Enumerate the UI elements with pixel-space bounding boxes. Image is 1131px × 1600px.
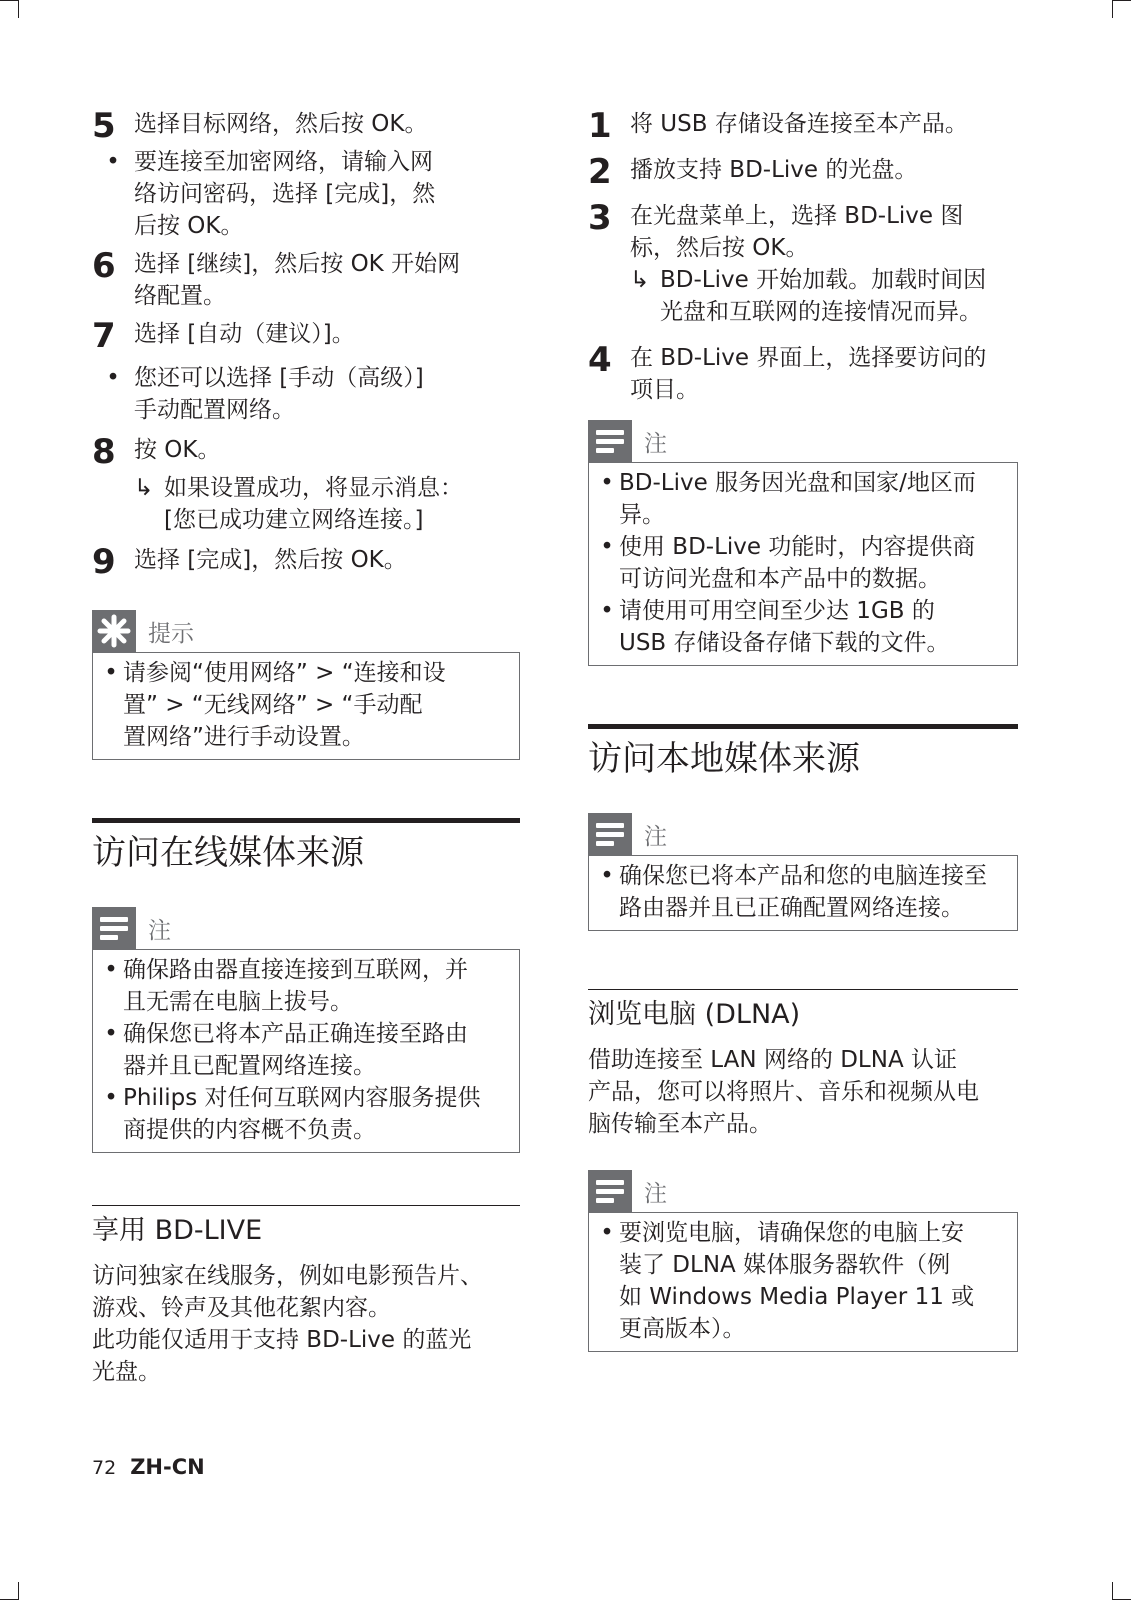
dlna-paragraph (588, 1044, 1018, 1140)
step-text: 络配置。 (134, 283, 226, 309)
note-line: 异。 (619, 502, 665, 528)
bullet-line: 您还可以选择 [手动（高级）] (134, 365, 424, 391)
bullet-dot: • (106, 149, 120, 175)
para-line: 游戏、铃声及其他花絮内容。 (92, 1295, 391, 1321)
note-item: • 确保路由器直接连接到互联网，并 且无需在电脑上拔号。 (99, 954, 513, 1018)
step-number: 6 (92, 246, 116, 286)
note-item: • Philips 对任何互联网内容服务提供 商提供的内容概不负责。 (99, 1082, 513, 1146)
bullet-line: 络访问密码，选择 [完成]，然 (134, 181, 436, 207)
step-3 (588, 200, 1018, 264)
step-text: 在光盘菜单上，选择 BD-Live 图 (630, 203, 964, 229)
tip-block (92, 610, 520, 760)
tip-line: 请参阅“使用网络” > “连接和设 (123, 660, 446, 686)
note-line: 装了 DLNA 媒体服务器软件（例 (619, 1252, 951, 1278)
step-number: 7 (92, 316, 116, 356)
note-item: • BD-Live 服务因光盘和国家/地区而 异。 (595, 467, 1011, 531)
note-box (588, 1212, 1018, 1352)
section-rule (588, 724, 1018, 729)
note-box (588, 855, 1018, 931)
bullet-line: 手动配置网络。 (134, 397, 295, 423)
tip-line: 置” > “无线网络” > “手动配 (123, 692, 423, 718)
step-7-bullet (92, 362, 520, 426)
step-text: 将 USB 存储设备连接至本产品。 (630, 111, 968, 137)
note-line: 确保您已将本产品正确连接至路由 (123, 1021, 468, 1047)
note-item: • 要浏览电脑，请确保您的电脑上安 装了 DLNA 媒体服务器软件（例 如 Windows Media Player 11 或 更高版本）。 (595, 1217, 1011, 1345)
note-lines-icon (588, 420, 632, 462)
note-item: • 使用 BD-Live 功能时，内容提供商 可访问光盘和本产品中的数据。 (595, 531, 1011, 595)
step-number: 2 (588, 152, 612, 192)
step-7 (92, 318, 520, 356)
bullet-dot: • (106, 365, 120, 391)
section-title-online: 访问在线媒体来源 (92, 833, 364, 873)
step-number: 1 (588, 106, 612, 146)
note-title: 注 (644, 1180, 667, 1207)
note-line: 路由器并且已正确配置网络连接。 (619, 895, 964, 921)
note-block-2 (588, 420, 1018, 666)
page-footer (92, 1455, 205, 1479)
note-line: 确保您已将本产品和您的电脑连接至 (619, 863, 987, 889)
step-text: 项目。 (630, 377, 699, 403)
section-rule (92, 818, 520, 823)
result-line: 如果设置成功，将显示消息： (164, 475, 463, 501)
subsection-title-dlna: 浏览电脑 (DLNA) (588, 999, 801, 1030)
bullet-dot: • (104, 660, 118, 686)
note-line: 更高版本）。 (619, 1316, 746, 1342)
note-line: 请使用可用空间至少达 1GB 的 (619, 598, 935, 624)
note-box (588, 462, 1018, 666)
step-8-result (92, 472, 520, 536)
note-line: 使用 BD-Live 功能时，内容提供商 (619, 534, 976, 560)
step-text: 选择 [完成]，然后按 OK。 (134, 547, 407, 573)
para-line: 访问独家在线服务，例如电影预告片、 (92, 1263, 483, 1289)
step-text: 播放支持 BD-Live 的光盘。 (630, 157, 918, 183)
note-block-3 (588, 813, 1018, 931)
section-title-local: 访问本地媒体来源 (588, 739, 860, 779)
right-column (588, 108, 1018, 1352)
step-number: 4 (588, 340, 612, 380)
note-line: 可访问光盘和本产品中的数据。 (619, 566, 941, 592)
para-line: 光盘。 (92, 1359, 161, 1385)
step-number: 8 (92, 432, 116, 472)
note-title: 注 (644, 430, 667, 457)
step-4 (588, 342, 1018, 406)
step-text: 选择 [继续]，然后按 OK 开始网 (134, 251, 461, 277)
para-line: 产品，您可以将照片、音乐和视频从电 (588, 1079, 979, 1105)
bullet-line: 后按 OK。 (134, 213, 244, 239)
note-lines-icon (588, 813, 632, 855)
step-5 (92, 108, 520, 146)
step-9 (92, 544, 520, 582)
result-line: 光盘和互联网的连接情况而异。 (660, 299, 982, 325)
note-line: 要浏览电脑，请确保您的电脑上安 (619, 1220, 964, 1246)
note-line: BD-Live 服务因光盘和国家/地区而 (619, 470, 976, 496)
note-line: 且无需在电脑上拔号。 (123, 989, 353, 1015)
note-line: 商提供的内容概不负责。 (123, 1117, 376, 1143)
step-2 (588, 154, 1018, 192)
note-line: 器并且已配置网络连接。 (123, 1053, 376, 1079)
step-text: 按 OK。 (134, 437, 221, 463)
tip-box (92, 652, 520, 760)
tip-line: 置网络”进行手动设置。 (123, 724, 365, 750)
tip-asterisk-icon (92, 610, 136, 652)
result-line: BD-Live 开始加载。加载时间因 (660, 267, 987, 293)
note-box (92, 949, 520, 1153)
note-line: USB 存储设备存储下载的文件。 (619, 630, 950, 656)
para-line: 此功能仅适用于支持 BD-Live 的蓝光 (92, 1327, 472, 1353)
note-item: • 请使用可用空间至少达 1GB 的 USB 存储设备存储下载的文件。 (595, 595, 1011, 659)
step-1 (588, 108, 1018, 146)
subsection-rule (588, 989, 1018, 990)
note-item: • 确保您已将本产品正确连接至路由 器并且已配置网络连接。 (99, 1018, 513, 1082)
step-number: 5 (92, 106, 116, 146)
step-number: 3 (588, 198, 612, 238)
result-arrow-icon: ↳ (134, 475, 154, 501)
step-6 (92, 248, 520, 312)
note-block-1 (92, 907, 520, 1153)
note-lines-icon (92, 907, 136, 949)
step-number: 9 (92, 542, 116, 582)
note-title: 注 (148, 917, 171, 944)
left-column (92, 108, 520, 1388)
step-5-bullet (92, 146, 520, 242)
note-block-4 (588, 1170, 1018, 1352)
language-code: ZH-CN (130, 1455, 205, 1479)
note-item: • 确保您已将本产品和您的电脑连接至 路由器并且已正确配置网络连接。 (595, 860, 1011, 924)
subsection-title-bdlive: 享用 BD-LIVE (92, 1215, 263, 1246)
result-line: [您已成功建立网络连接。] (164, 507, 424, 533)
tip-title: 提示 (148, 620, 194, 647)
page-number: 72 (92, 1457, 117, 1479)
step-8 (92, 434, 520, 472)
bullet-line: 要连接至加密网络，请输入网 (134, 149, 433, 175)
note-line: Philips 对任何互联网内容服务提供 (123, 1085, 481, 1111)
step-text: 在 BD-Live 界面上，选择要访问的 (630, 345, 987, 371)
note-line: 如 Windows Media Player 11 或 (619, 1284, 975, 1310)
step-text: 选择 [自动（建议）]。 (134, 321, 355, 347)
note-title: 注 (644, 823, 667, 850)
note-lines-icon (588, 1170, 632, 1212)
note-line: 确保路由器直接连接到互联网，并 (123, 957, 468, 983)
step-text: 选择目标网络，然后按 OK。 (134, 111, 428, 137)
step-3-result (588, 264, 1018, 328)
subsection-rule (92, 1205, 520, 1206)
para-line: 脑传输至本产品。 (588, 1111, 772, 1137)
para-line: 借助连接至 LAN 网络的 DLNA 认证 (588, 1047, 957, 1073)
result-arrow-icon: ↳ (630, 267, 650, 293)
step-text: 标，然后按 OK。 (630, 235, 809, 261)
bdlive-paragraph (92, 1260, 520, 1388)
